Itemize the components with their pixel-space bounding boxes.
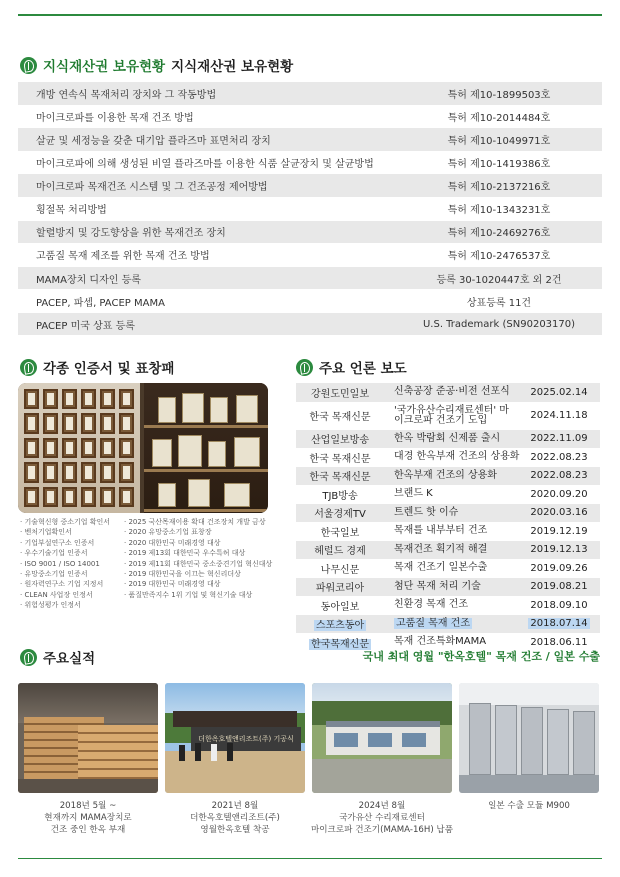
award-item: · 2025 국산목재이용 확대 건조장치 개발 금상 — [124, 517, 272, 527]
caption-ceremony: 2021년 8월 더한옥호텔앤리조트(주) 영월한옥호텔 착공 — [190, 801, 280, 835]
module-photo — [459, 683, 599, 793]
achievements-title: 주요실적 — [43, 651, 96, 667]
certificate-frame — [100, 462, 115, 482]
patents-heading — [20, 55, 293, 75]
media-source: TJB방송 — [322, 490, 358, 502]
media-headline: 목재 건조특화MAMA — [394, 636, 487, 648]
media-date: 2019.09.26 — [530, 562, 588, 574]
media-row — [296, 615, 600, 634]
media-row — [296, 430, 600, 449]
media-row — [296, 383, 600, 402]
certificate-frame — [119, 413, 134, 433]
certificate-frame — [81, 487, 96, 507]
award-item: · 2020 대한민국 미래경영 대상 — [124, 538, 272, 548]
ceremony-sign: 더한옥호텔앤리조트(주) 기공식 — [191, 727, 301, 751]
patent-row — [18, 267, 602, 290]
patent-table — [18, 82, 602, 336]
certificate-item: · 우수기술기업 인증서 — [20, 548, 110, 558]
patent-name: 고품질 목재 제조를 위한 목재 건조 방법 — [36, 251, 210, 263]
media-date: 2018.06.11 — [530, 636, 588, 648]
patent-name: 횡절목 처리방법 — [36, 205, 107, 217]
patents-title-green: 지식재산권 보유현황 — [43, 59, 166, 75]
certificate-frame — [43, 413, 58, 433]
media-source: 파워코리아 — [315, 583, 365, 595]
patent-row — [18, 151, 602, 174]
media-date: 2020.03.16 — [530, 507, 588, 519]
media-heading — [296, 357, 407, 377]
patent-number: 특허 제10-2476537호 — [447, 251, 551, 263]
certificate-frame — [24, 462, 39, 482]
patent-number: 특허 제10-1049971호 — [447, 135, 551, 147]
media-source: 스포츠동아 — [315, 620, 365, 632]
media-headline: 한옥 박람회 신제품 출시 — [394, 432, 501, 444]
media-headline: 목재 건조기 일본수출 — [394, 562, 488, 574]
media-row — [296, 467, 600, 486]
caption-module: 일본 수출 모듈 M900 — [488, 801, 570, 811]
patent-row — [18, 290, 602, 313]
media-date: 2019.08.21 — [530, 581, 588, 593]
certificate-frame — [119, 438, 134, 458]
certificate-frame — [24, 438, 39, 458]
media-row — [296, 578, 600, 597]
award-item: · 2019 대한민국 미래경영 대상 — [124, 579, 272, 589]
certificate-frame — [24, 389, 39, 409]
media-date: 2022.08.23 — [530, 451, 588, 463]
patent-name: 마이크로파에 의해 생성된 비열 플라즈마를 이용한 식품 살균장치 및 살균방법 — [36, 159, 374, 171]
certificate-frame — [62, 413, 77, 433]
certificate-item: · 위험성평가 인정서 — [20, 600, 110, 610]
certificate-frame — [24, 487, 39, 507]
award-item: · 2020 유망중소기업 표창장 — [124, 527, 272, 537]
caption-lumber: 2018년 5월 ~ 현재까지 MAMA장치로 건조 중인 한옥 부재 — [44, 801, 132, 835]
media-row — [296, 596, 600, 615]
media-source: 한국 목재신문 — [309, 412, 371, 423]
patent-name: 마이크로파를 이용한 목재 건조 방법 — [36, 112, 194, 124]
patent-number: U.S. Trademark (SN90203170) — [422, 318, 576, 330]
caption-center: 2024년 8월 국가유산 수리재료센터 마이크로파 건조기(MAMA-16H) 납품 — [310, 801, 454, 835]
media-date: 2025.02.14 — [530, 386, 588, 398]
patent-number: 등록 30-1020447호 외 2건 — [436, 274, 562, 286]
ceremony-photo — [165, 683, 305, 793]
patent-name: 개방 연속식 목재처리 장치와 그 작동방법 — [36, 89, 217, 101]
media-date: 2019.12.19 — [530, 525, 588, 537]
certificate-item: · 유망중소기업 인증서 — [20, 569, 110, 579]
media-source: 강원도민일보 — [311, 388, 369, 400]
certificate-frame — [81, 438, 96, 458]
award-item: · 2019 제13회 대한민국 우수특허 대상 — [124, 548, 272, 558]
certificate-frame — [119, 462, 134, 482]
media-date: 2019.12.13 — [530, 544, 588, 556]
certificate-frame — [62, 462, 77, 482]
certificate-list — [20, 517, 110, 611]
center-photo — [312, 683, 452, 793]
leaf-icon — [20, 649, 37, 666]
media-headline: 친환경 목재 건조 — [394, 599, 468, 611]
media-date: 2024.11.18 — [530, 410, 588, 421]
media-date: 2022.08.23 — [530, 470, 588, 482]
media-row — [296, 485, 600, 504]
patent-number: 특허 제10-1419386호 — [447, 159, 551, 171]
certificate-item: · ISO 9001 / ISO 14001 — [20, 559, 110, 569]
certificate-frame — [119, 389, 134, 409]
lumber-photo — [18, 683, 158, 793]
patent-row — [18, 174, 602, 197]
media-date: 2020.09.20 — [530, 488, 588, 500]
patent-row — [18, 244, 602, 267]
certificate-frame — [81, 462, 96, 482]
certificate-frame — [62, 438, 77, 458]
certificate-frame — [24, 413, 39, 433]
patent-row — [18, 128, 602, 151]
media-row — [296, 402, 600, 430]
media-source: 산업일보방송 — [311, 435, 369, 447]
patent-name: PACEP 미국 상표 등록 — [36, 320, 135, 332]
certificate-item: · 기술혁신형 중소기업 확인서 — [20, 517, 110, 527]
achievements-tagline: 국내 최대 영월 "한옥호텔" 목재 건조 / 일본 수출 — [362, 650, 600, 663]
patents-title: 지식재산권 보유현황 — [171, 59, 294, 75]
media-row — [296, 504, 600, 523]
leaf-icon — [296, 359, 313, 376]
media-source: 나무신문 — [320, 564, 360, 576]
bottom-divider — [18, 858, 602, 859]
certificates-title: 각종 인증서 및 표창패 — [43, 361, 175, 377]
media-source: 한국 목재신문 — [309, 453, 371, 465]
patent-number: 특허 제10-2137216호 — [447, 182, 551, 194]
patent-number: 특허 제10-2469276호 — [447, 228, 551, 240]
patent-number: 특허 제10-1899503호 — [447, 89, 551, 101]
media-source: 동아일보 — [320, 601, 360, 613]
patent-row — [18, 197, 602, 220]
patent-row — [18, 313, 602, 336]
media-headline: 목재를 내부부터 건조 — [394, 525, 488, 537]
leaf-icon — [20, 57, 37, 74]
certificate-frame — [81, 413, 96, 433]
media-source: 한국일보 — [320, 527, 360, 539]
certificate-frame — [100, 413, 115, 433]
media-headline: 고품질 목재 건조 — [396, 617, 470, 629]
certificate-item: · CLEAN 사업장 인정서 — [20, 590, 110, 600]
media-headline: 신축공장 준공·비전 선포식 — [394, 386, 510, 398]
award-list — [124, 517, 272, 600]
patent-name: PACEP, 파셉, PACEP MAMA — [36, 297, 165, 309]
patent-name: 할렬방지 및 강도향상을 위한 목재건조 장치 — [36, 228, 226, 240]
media-source: 한국목재신문 — [311, 638, 369, 650]
media-source: 헤럴드 경제 — [314, 546, 366, 558]
patent-row — [18, 221, 602, 244]
certificate-frame — [119, 487, 134, 507]
media-headline: 대경 한옥부재 건조의 상용화 — [394, 451, 520, 463]
certificate-frame — [100, 389, 115, 409]
media-date: 2022.11.09 — [530, 433, 588, 445]
certificate-frame — [43, 438, 58, 458]
certificate-frame — [62, 389, 77, 409]
certificate-frame — [43, 389, 58, 409]
patent-name: 마이크로파 목재건조 시스템 및 그 건조공정 제어방법 — [36, 182, 268, 194]
media-headline: 트렌드 핫 이슈 — [394, 506, 459, 518]
media-headline: '국가유산수리재료센터' 마이크로파 건조기 도입 — [394, 404, 509, 426]
media-headline: 목재건조 획기적 해결 — [394, 543, 488, 555]
certificate-frame — [81, 389, 96, 409]
award-shelf — [144, 383, 268, 513]
media-source: 한국 목재신문 — [309, 472, 371, 484]
media-headline: 첨단 목재 처리 기술 — [394, 580, 481, 592]
certificate-frame — [100, 438, 115, 458]
certificate-item: · 기업부설연구소 인증서 — [20, 538, 110, 548]
media-headline: 브랜드 K — [394, 488, 433, 500]
leaf-icon — [20, 359, 37, 376]
patent-number: 상표등록 11건 — [466, 297, 532, 309]
media-date: 2018.07.14 — [530, 618, 588, 630]
achievements-heading — [20, 647, 95, 667]
certificate-frame — [43, 462, 58, 482]
award-item: · 2019 대한민국을 이끄는 혁신리더상 — [124, 569, 272, 579]
patent-number: 특허 제10-2014484호 — [447, 112, 551, 124]
certificate-item: · 원자력연구소 기업 지정서 — [20, 579, 110, 589]
patent-name: 살균 및 세정능을 갖춘 대기압 플라즈마 표면처리 장치 — [36, 135, 271, 147]
patent-name: MAMA장치 디자인 등록 — [36, 274, 141, 286]
media-date: 2018.09.10 — [530, 599, 588, 611]
certificate-frame — [100, 487, 115, 507]
certificates-heading — [20, 357, 174, 377]
certificates-photo — [18, 383, 268, 513]
award-item: · 품질만족지수 1위 기업 및 혁신기술 대상 — [124, 590, 272, 600]
award-item: · 2019 제11회 대한민국 중소중견기업 혁신대상 — [124, 559, 272, 569]
certificate-wall — [18, 383, 140, 513]
certificate-frame — [62, 487, 77, 507]
media-title: 주요 언론 보도 — [319, 361, 407, 377]
media-table — [296, 383, 600, 652]
media-row — [296, 522, 600, 541]
media-source: 서울경제TV — [314, 509, 366, 521]
certificate-item: · 벤처기업확인서 — [20, 527, 110, 537]
certificate-frame — [43, 487, 58, 507]
media-headline: 한옥부재 건조의 상용화 — [394, 469, 497, 481]
top-divider — [18, 14, 602, 16]
patent-number: 특허 제10-1343231호 — [447, 205, 551, 217]
patent-row — [18, 82, 602, 105]
media-row — [296, 541, 600, 560]
media-row — [296, 448, 600, 467]
media-row — [296, 559, 600, 578]
patent-row — [18, 105, 602, 128]
